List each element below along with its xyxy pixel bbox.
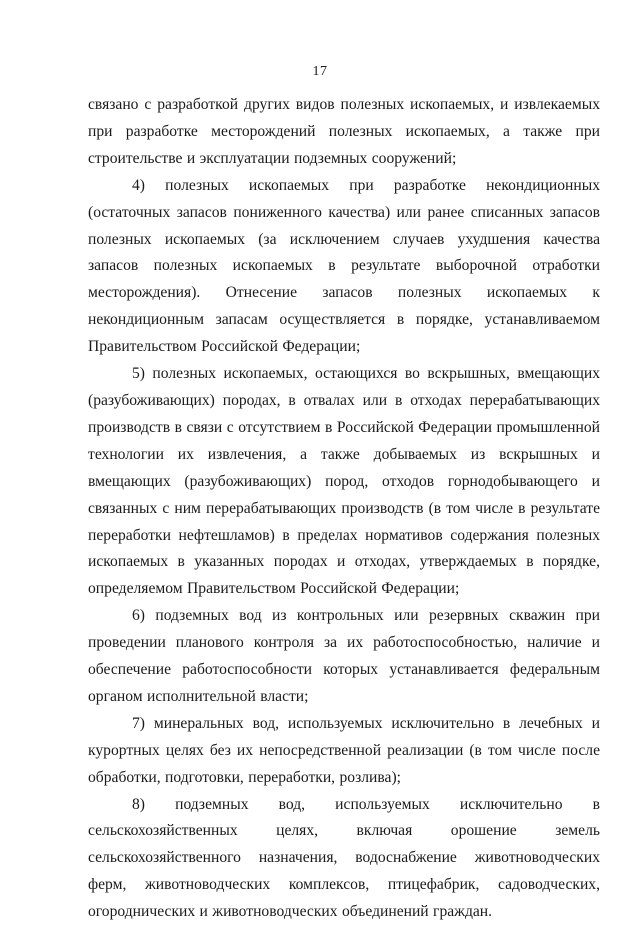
page-number: 17 <box>312 64 328 79</box>
paragraph-item-4: 4) полезных ископаемых при разработке некондиционных (остаточных запасов пониженного качества) или ранее списанных запасов полезных ископаемых (за исключением случаев ухудшения качества запасов полезных ископаемых в результате выборочной отработки месторождения). Отнесение запасов полезных ископаемых к некондиционным запасам осуществляется в порядке, устанавливаемом Правительством Российской Федерации; <box>88 176 600 356</box>
paragraph-item-7: 7) минеральных вод, используемых исключительно в лечебных и курортных целях без их непосредственной реализации (в том числе после обработки, подготовки, переработки, розлива); <box>88 714 600 786</box>
paragraph-item-5: 5) полезных ископаемых, остающихся во вскрышных, вмещающих (разубоживающих) породах, в отвалах или в отходах перерабатывающих производств в связи с отсутствием в Российской Федерации промышленной технологии их извлечения, а также добываемых из вскрышных и вмещающих (разубоживающих) пород, отходов горнодобывающего и связанных с ним перерабатывающих производств (в том числе в результате переработки нефтешламов) в пределах нормативов содержания полезных ископаемых в указанных породах и отходах, утверждаемых в порядке, определяемом Правительством Российской Федерации; <box>88 365 600 598</box>
paragraph-item-6: 6) подземных вод из контрольных или резервных скважин при проведении планового контроля за их работоспособностью, наличие и обеспечение работоспособности которых устанавливается федеральным органом исполнительной власти; <box>88 607 600 705</box>
paragraph-item-8: 8) подземных вод, используемых исключительно в сельскохозяйственных целях, включая орошение земель сельскохозяйственного назначения, водоснабжение животноводческих ферм, животноводческих комплексов, птицефабрик, садоводческих, огороднических и животноводческих объединений граждан. <box>88 795 600 921</box>
document-body <box>88 92 600 926</box>
paragraph-continuation: связано с разработкой других видов полезных ископаемых, и извлекаемых при разработке месторождений полезных ископаемых, а также при строительстве и эксплуатации подземных сооружений; <box>88 96 600 167</box>
